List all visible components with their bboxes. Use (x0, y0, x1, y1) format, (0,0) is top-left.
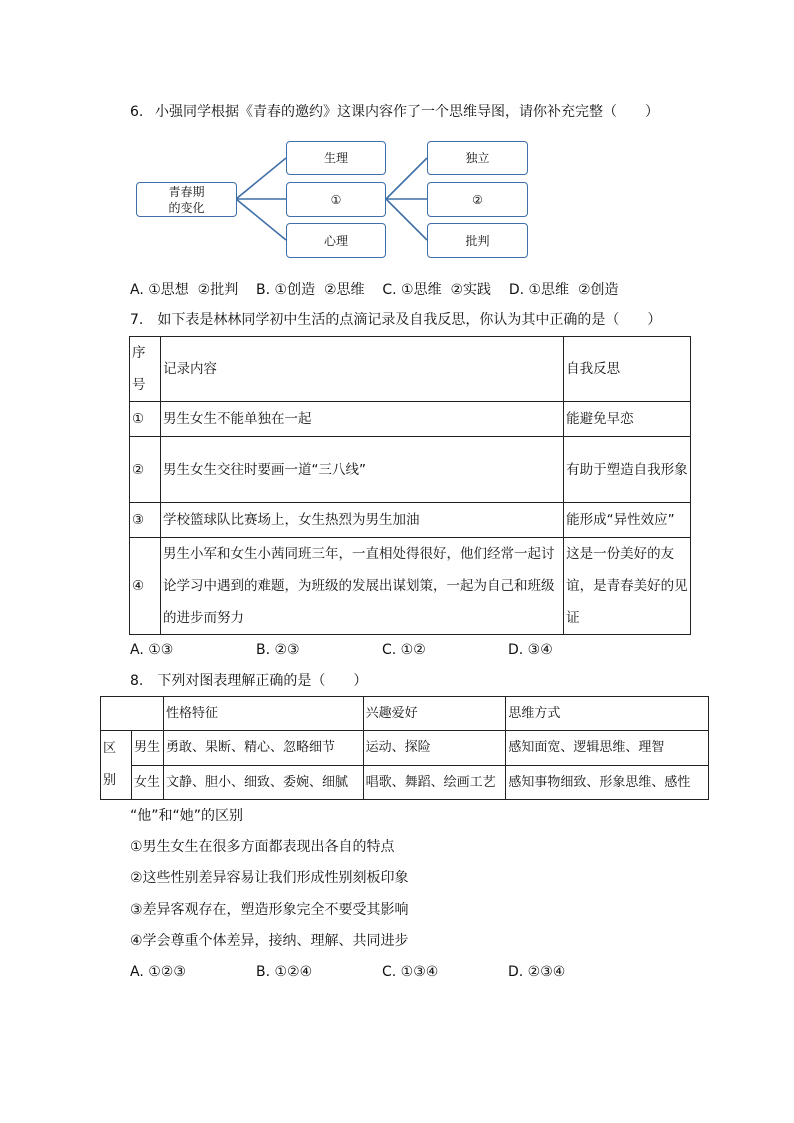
row-sex: 女生 (131, 766, 163, 800)
map-root-line1: 青春期 (168, 184, 205, 199)
map-node-blank-1: ① (286, 182, 386, 217)
mind-map-connectors (0, 0, 794, 300)
table-row (130, 402, 691, 437)
row-trait: 文静、胆小、细致、委婉、细腻 (163, 766, 363, 800)
q8-statement-3: ③差异客观存在，塑造形象完全不要受其影响 (130, 902, 409, 918)
q8-caption: “他”和“她”的区别 (130, 808, 244, 824)
q7-option-c: C. ①② (382, 642, 426, 658)
q7-option-d: D. ③④ (508, 642, 553, 658)
table-row (130, 503, 691, 538)
q8-statement-1: ①男生女生在很多方面都表现出各自的特点 (130, 839, 395, 855)
q8-stem: 8. 下列对图表理解正确的是（ ） (130, 673, 368, 689)
table-row (130, 538, 691, 635)
row-reflection: 这是一份美好的友谊，是青春美好的见证 (564, 538, 691, 635)
row-reflection: 有助于塑造自我形象 (564, 437, 691, 503)
row-no: ③ (130, 503, 161, 538)
q8-option-c: C. ①③④ (382, 964, 439, 980)
q8-statement-4: ④学会尊重个体差异，接纳、理解、共同进步 (130, 933, 409, 949)
header-no: 序号 (130, 337, 161, 402)
row-content: 男生女生交往时要画一道“三八线” (160, 437, 563, 503)
map-node-physiology: 生理 (286, 141, 386, 175)
map-node-independent: 独立 (427, 141, 528, 175)
row-reflection: 能避免早恋 (564, 402, 691, 437)
row-no: ② (130, 437, 161, 503)
row-thinking: 感知事物细致、形象思维、感性 (506, 766, 709, 800)
table-row (101, 766, 709, 800)
row-no: ④ (130, 538, 161, 635)
map-node-blank-2: ② (427, 182, 528, 217)
q8-statement-2: ②这些性别差异容易让我们形成性别刻板印象 (130, 870, 409, 886)
row-content: 学校篮球队比赛场上，女生热烈为男生加油 (160, 503, 563, 538)
q8-option-a: A. ①②③ (130, 964, 186, 980)
row-thinking: 感知面宽、逻辑思维、理智 (506, 731, 709, 766)
row-no: ① (130, 402, 161, 437)
header-reflection: 自我反思 (564, 337, 691, 402)
row-hobby: 唱歌、舞蹈、绘画工艺 (363, 766, 506, 800)
header-content: 记录内容 (160, 337, 563, 402)
map-root-line2: 的变化 (168, 200, 205, 215)
row-trait: 勇敢、果断、精心、忽略细节 (163, 731, 363, 766)
table-header-row (130, 337, 691, 402)
table-header-row (101, 697, 709, 731)
header-blank (101, 697, 164, 731)
q6-options: A. ①思想 ②批判 B. ①创造 ②思维 C. ①思维 ②实践 D. ①思维 ②创造 (130, 282, 619, 298)
q6-number: 6. (130, 104, 144, 120)
table-row (101, 731, 709, 766)
q7-option-a: A. ①③ (130, 642, 174, 658)
row-reflection: 能形成“异性效应” (564, 503, 691, 538)
map-node-critical: 批判 (427, 223, 528, 258)
q7-option-b: B. ②③ (256, 642, 300, 658)
header-trait: 性格特征 (163, 697, 363, 731)
map-node-psychology: 心理 (286, 223, 386, 258)
q8-table (100, 696, 709, 800)
row-sex: 男生 (131, 731, 163, 766)
q8-option-b: B. ①②④ (256, 964, 313, 980)
q7-table (129, 336, 691, 635)
row-hobby: 运动、探险 (363, 731, 506, 766)
q7-stem: 7. 如下表是林林同学初中生活的点滴记录及自我反思，你认为其中正确的是（ ） (130, 312, 662, 328)
row-content: 男生小军和女生小茜同班三年，一直相处得很好，他们经常一起讨论学习中遇到的难题，为班级的发展出谋划策，一起为自己和班级的进步而努力 (160, 538, 563, 635)
header-thinking: 思维方式 (506, 697, 709, 731)
map-root-node (136, 182, 237, 217)
q8-option-d: D. ②③④ (508, 964, 566, 980)
header-hobby: 兴趣爱好 (363, 697, 506, 731)
row-content: 男生女生不能单独在一起 (160, 402, 563, 437)
group-label: 区别 (101, 731, 132, 800)
table-row (130, 437, 691, 503)
q6-stem: 小强同学根据《青春的邀约》这课内容作了一个思维导图，请你补充完整（ ） (155, 104, 659, 120)
